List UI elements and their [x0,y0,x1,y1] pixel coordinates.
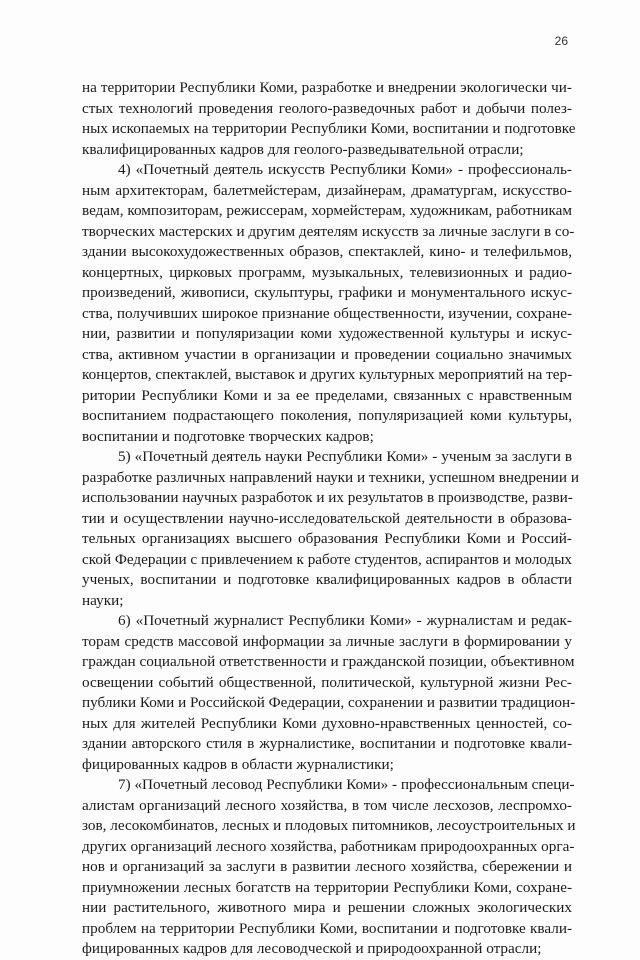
text-line: концертов, спектаклей, выставок и других культурных мероприятий на тер- [82,366,573,383]
text-line: алистам организаций лесного хозяйства, в том числе лесхозов, леспромхо- [82,796,572,814]
text-line: публики Коми и Российской Федерации, сохранении и развитии традицион- [82,694,576,711]
paragraph-first-line: 5) «Почетный деятель науки Республики Коми» - ученым за заслуги в [118,448,572,465]
text-line: квалифицированных кадров для геолого-разведывательной отрасли; [82,140,524,158]
text-line: фицированных кадров для лесоводческой и природоохранной отрасли; [82,940,542,957]
text-line: освещении событий общественной, политической, культурной жизни Рес- [82,673,572,691]
page-number: 26 [554,34,568,48]
text-line: нии, развитии и популяризации коми художественной культуры и искус- [82,325,572,342]
text-line: зов, лесокомбинатов, лесных и плодовых питомников, лесоустроительных и [82,817,576,834]
text-line: воспитанием подрастающего поколения, популяризацией коми культуры, [82,407,572,424]
text-line: ритории Республики Коми и за ее пределами, связанных с нравственным [82,386,572,404]
paragraph-first-line: 4) «Почетный деятель искусств Республики Коми» - профессиональ- [118,161,572,178]
text-line: на территории Республики Коми, разработке и внедрении экологически чи- [82,79,572,96]
text-line: тельных организациях высшего образования Республики Коми и Россий- [82,530,572,547]
text-line: творческих мастерских и другим деятелям искусств за личные заслуги в со- [82,222,575,240]
text-line: произведений, живописи, скульптуры, графики и монументального искус- [82,284,572,301]
paragraph-first-line: 6) «Почетный журналист Республики Коми» - журналистам и редак- [118,612,572,629]
text-line: граждан социальной ответственности и гражданской позиции, объективном [82,653,575,670]
paragraph-first-line: 7) «Почетный лесовод Республики Коми» - профессиональным специ- [118,776,575,793]
text-line: использовании научных разработок и их результатов в производстве, разви- [82,489,573,506]
text-line: ства, активном участии в организации и проведении социально значимых [82,345,572,363]
text-line: ской Федерации с привлечением к работе студентов, аспирантов и молодых [82,550,572,568]
text-line: воспитании и подготовке творческих кадров; [82,427,374,445]
text-line: проблем на территории Республики Коми, воспитании и подготовке квали- [82,919,572,937]
text-line: ученых, воспитании и подготовке квалифицированных кадров в области [82,571,572,588]
text-line: тии и осуществлении научно-исследовательской деятельности в образова- [82,509,572,527]
text-line: нов и организаций за заслуги в развитии лесного хозяйства, сбережении и [82,858,572,875]
text-line: других организаций лесного хозяйства, работникам природоохранных орга- [82,837,575,855]
text-line: приумножении лесных богатств на территории Республики Коми, сохране- [82,878,572,896]
text-line: разработке различных направлений науки и техники, успешном внедрении и [82,468,579,486]
text-line: нии растительного, животного мира и решении сложных экологических [82,899,572,916]
text-line: ным архитекторам, балетмейстерам, дизайнерам, драматургам, искусство- [82,181,572,199]
text-line: здании авторского стиля в журналистике, воспитании и подготовке квали- [82,735,572,752]
text-line: фицированных кадров в области журналистики; [82,755,394,773]
document-body [82,78,579,960]
text-line: здании высокохудожественных образов, спектаклей, кино- и телефильмов, [82,243,572,260]
text-line: ных для жителей Республики Коми духовно-нравственных ценностей, со- [82,714,572,732]
text-line: концертных, цирковых программ, музыкальных, телевизионных и радио- [82,263,572,281]
text-line: науки; [82,591,124,609]
text-line: ства, получивших широкое признание общественности, изучении, сохране- [82,304,572,322]
text-line: стых технологий проведения геолого-разведочных работ и добычи полез- [82,99,572,117]
text-line: ных ископаемых на территории Республики Коми, воспитании и подготовке [82,120,576,137]
text-line: торам средств массовой информации за личные заслуги в формировании у [82,632,572,650]
text-line: ведам, композиторам, режиссерам, хормейстерам, художникам, работникам [82,202,572,219]
